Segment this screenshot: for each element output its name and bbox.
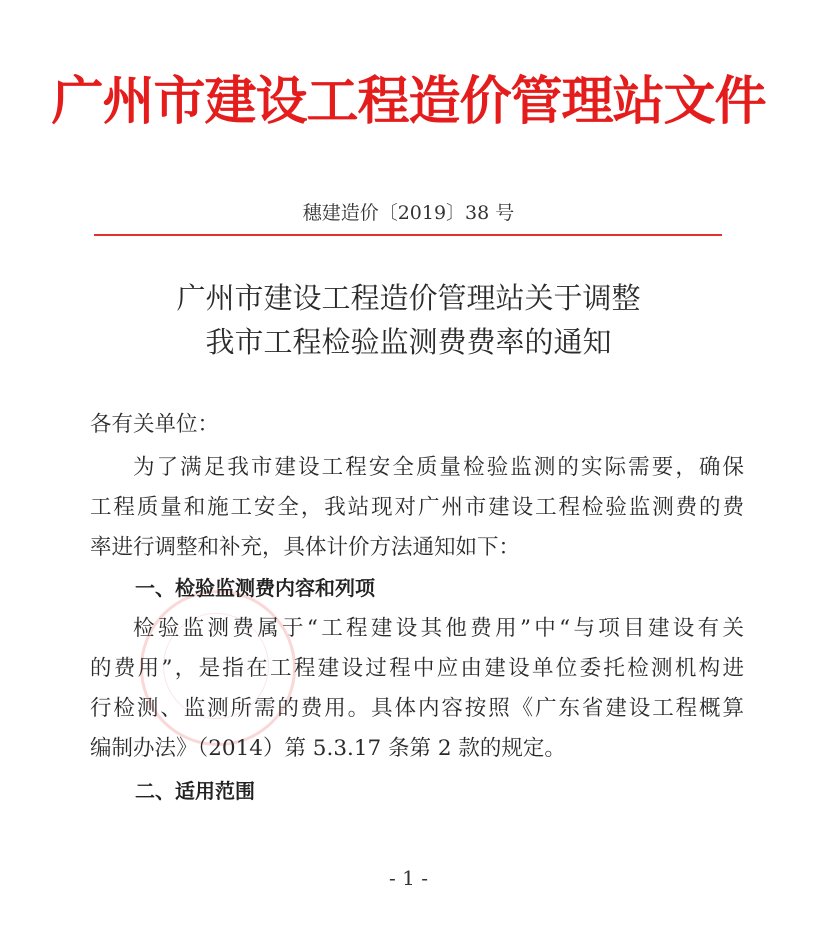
notice-title-line-1: 广州市建设工程造价管理站关于调整	[176, 281, 641, 315]
paragraph-1-line-2: 工程质量和施工安全，我站现对广州市建设工程检验监测费的费	[90, 495, 744, 520]
paragraph-2-line-1: 检验监测费属于“工程建设其他费用”中“与项目建设有关	[133, 616, 744, 641]
section-1-heading: 一、检验监测费内容和列项	[135, 576, 375, 600]
salutation: 各有关单位：	[90, 412, 220, 437]
org-masthead-title: 广州市建设工程造价管理站文件	[51, 72, 766, 132]
notice-title-line-2: 我市工程检验监测费费率的通知	[205, 325, 612, 359]
paragraph-2-line-2: 的费用”，是指在工程建设过程中应由建设单位委托检测机构进	[90, 656, 744, 681]
page-number: - 1 -	[389, 866, 428, 890]
section-2-heading: 二、适用范围	[135, 779, 255, 803]
paragraph-2-line-3: 行检测、监测所需的费用。具体内容按照《广东省建设工程概算	[90, 696, 744, 721]
paragraph-2-line-4: 编制办法》（2014）第 5.3.17 条第 2 款的规定。	[90, 736, 566, 761]
document-number: 穗建造价〔2019〕38 号	[302, 202, 515, 224]
paragraph-1-line-1: 为了满足我市建设工程安全质量检验监测的实际需要，确保	[133, 455, 744, 480]
red-divider-line	[94, 234, 722, 236]
paragraph-1-line-3: 率进行调整和补充，具体计价方法通知如下：	[90, 535, 521, 560]
